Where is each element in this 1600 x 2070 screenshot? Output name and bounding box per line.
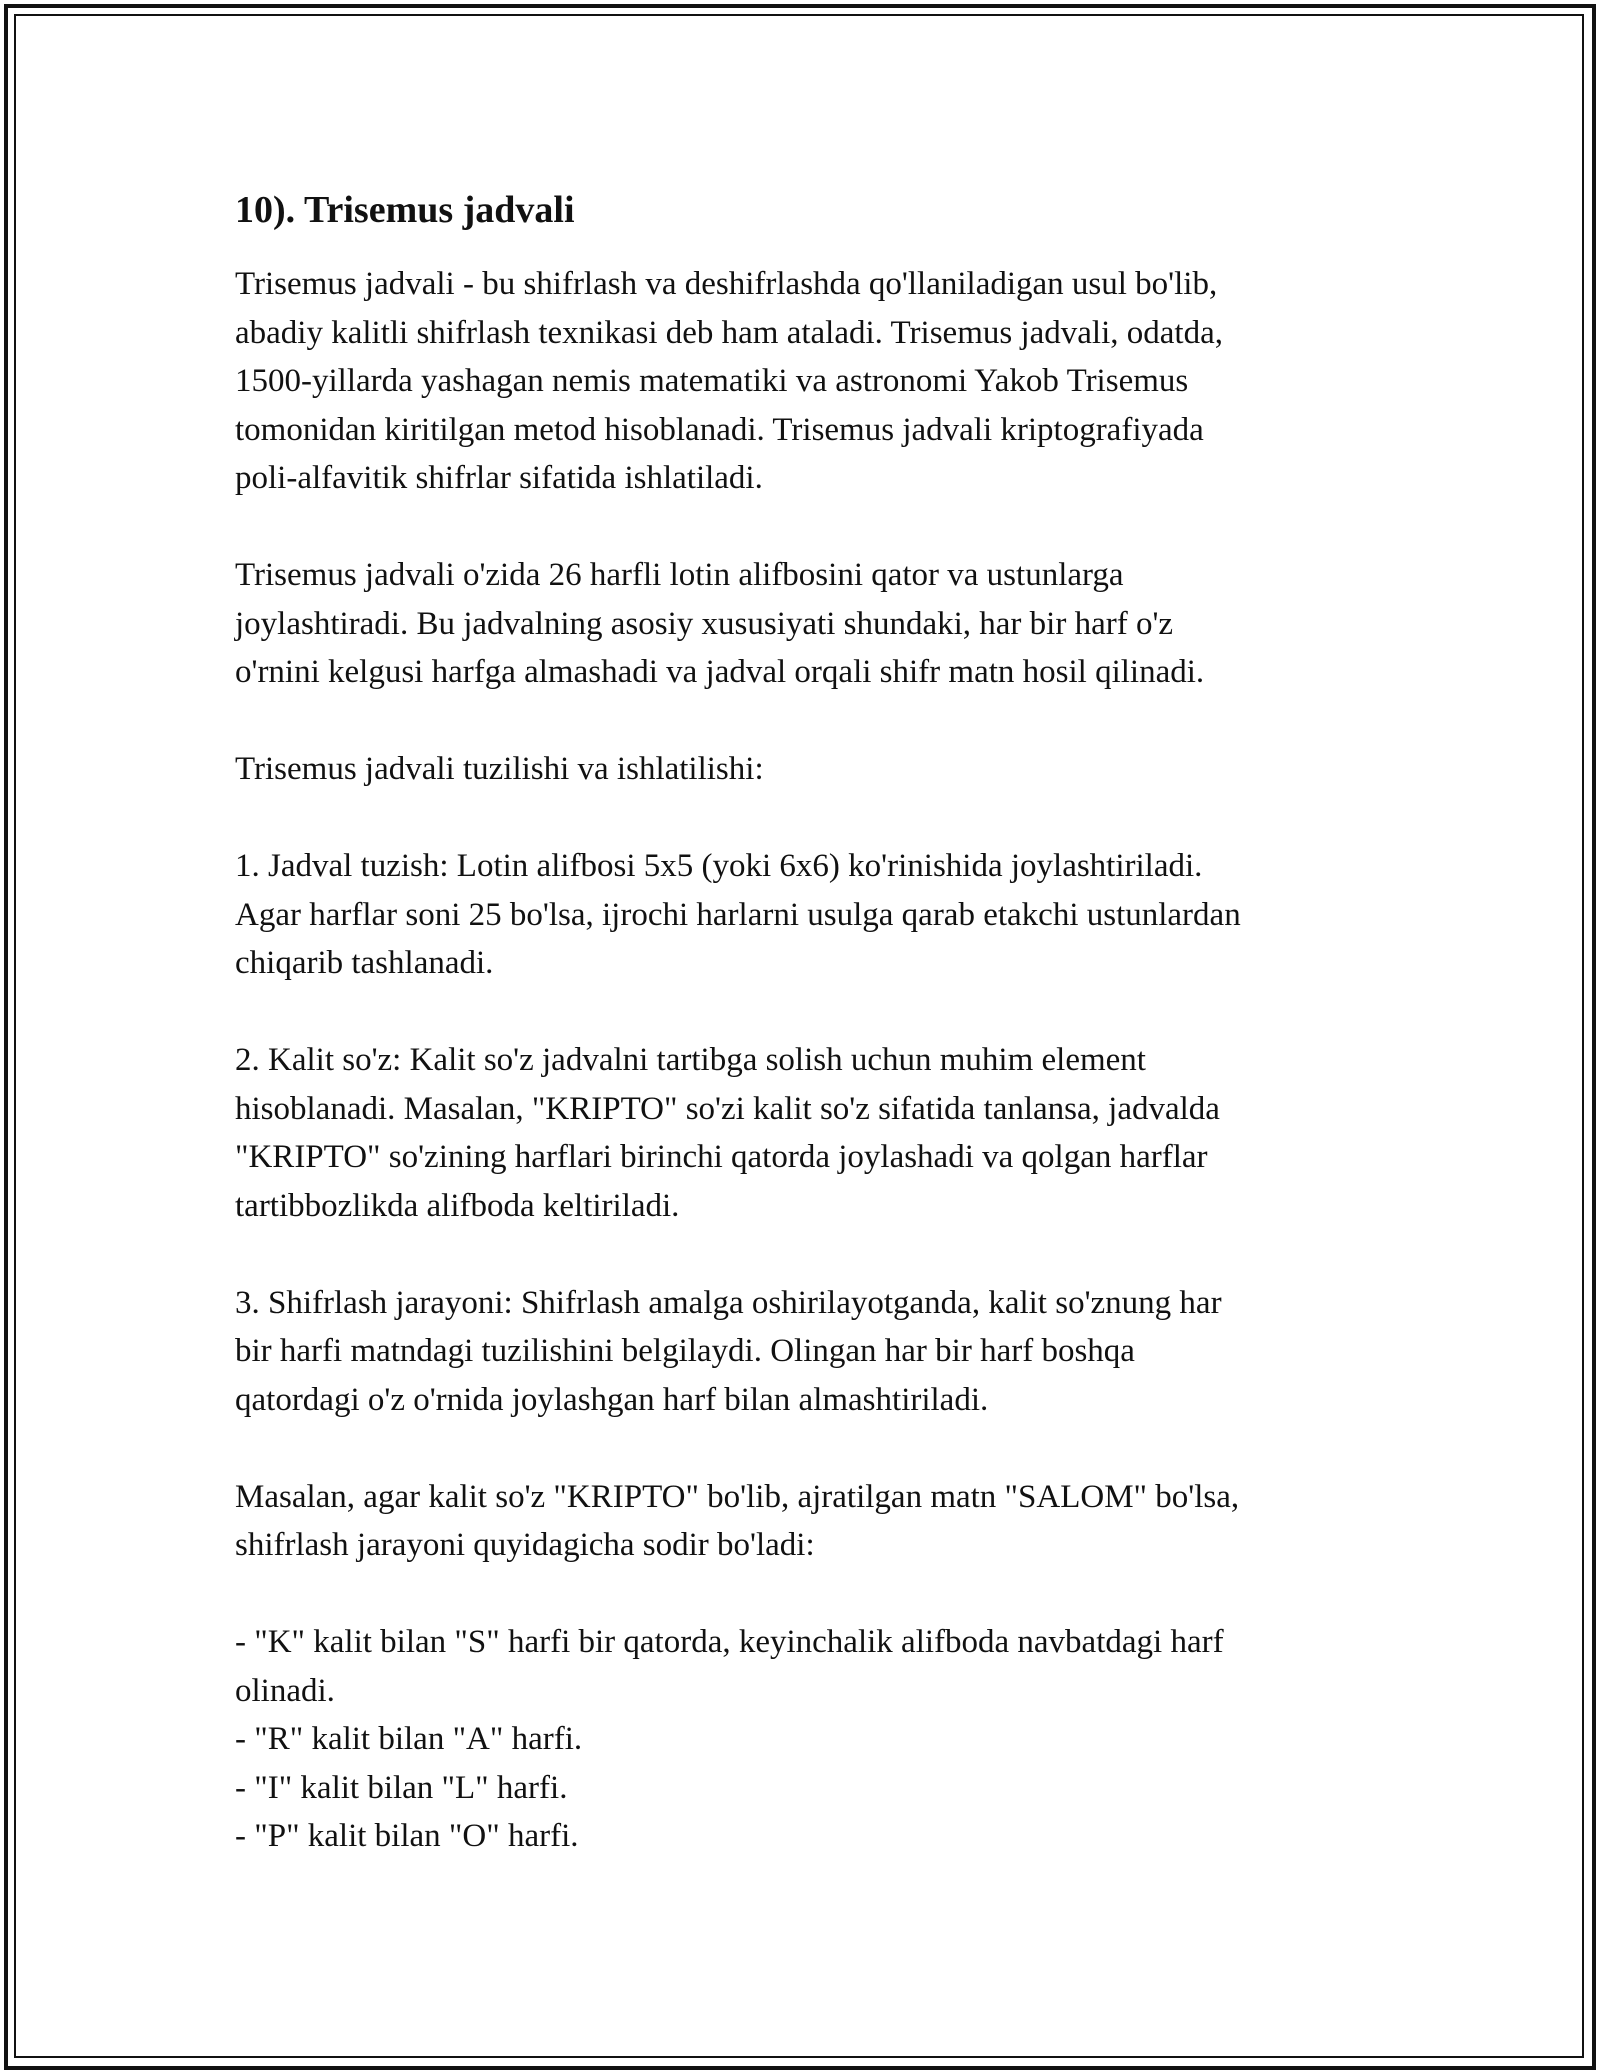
text-line: 1500-yillarda yashagan nemis matematiki va astronomi Yakob Trisemus bbox=[235, 363, 1189, 399]
text-line: Trisemus jadvali - bu shifrlash va deshifrlashda qo'llaniladigan usul bo'lib, bbox=[235, 266, 1218, 302]
paragraph-alphabet bbox=[235, 551, 1375, 697]
paragraph-gap bbox=[235, 1570, 1375, 1619]
text-line: qatordagi o'z o'rnida joylashgan harf bilan almashtiriladi. bbox=[235, 1381, 989, 1418]
text-line: "KRIPTO" so'zining harflari birinchi qatorda joylashadi va qolgan harflar bbox=[235, 1139, 1208, 1175]
paragraph-gap bbox=[235, 1230, 1375, 1279]
text-line: Trisemus jadvali o'zida 26 harfli lotin alifbosini qator va ustunlarga bbox=[235, 557, 1124, 593]
paragraph-gap bbox=[235, 988, 1375, 1037]
paragraph-gap bbox=[235, 1424, 1375, 1473]
text-line: - "R" kalit bilan "A" harfi. bbox=[235, 1721, 583, 1757]
text-line: hisoblanadi. Masalan, "KRIPTO" so'zi kalit so'z sifatida tanlansa, jadvalda bbox=[235, 1090, 1220, 1127]
text-line: abadiy kalitli shifrlash texnikasi deb ham ataladi. Trisemus jadvali, odatda, bbox=[235, 314, 1223, 351]
paragraph-intro bbox=[235, 260, 1375, 503]
text-line: poli-alfavitik shifrlar sifatida ishlatiladi. bbox=[235, 460, 763, 496]
paragraph-gap bbox=[235, 697, 1375, 746]
text-line: - "I" kalit bilan "L" harfi. bbox=[235, 1769, 568, 1806]
text-line: tartibbozlikda alifboda keltiriladi. bbox=[235, 1187, 680, 1224]
text-line: o'rnini kelgusi harfga almashadi va jadval orqali shifr matn hosil qilinadi. bbox=[235, 654, 1205, 690]
text-line: olinadi. bbox=[235, 1672, 335, 1709]
text-line: Trisemus jadvali tuzilishi va ishlatilishi: bbox=[235, 751, 764, 787]
section-heading: 10). Trisemus jadvali bbox=[235, 189, 575, 231]
text-line: joylashtiradi. Bu jadvalning asosiy xususiyati shundaki, har bir harf o'z bbox=[235, 605, 1174, 642]
text-line: tomonidan kiritilgan metod hisoblanadi. Trisemus jadvali kriptografiyada bbox=[235, 411, 1204, 448]
text-line: Masalan, agar kalit so'z "KRIPTO" bo'lib, ajratilgan matn "SALOM" bo'lsa, bbox=[235, 1478, 1240, 1515]
text-line: bir harfi matndagi tuzilishini belgilaydi. Olingan har bir harf boshqa bbox=[235, 1333, 1135, 1369]
paragraph-gap bbox=[235, 503, 1375, 552]
text-line: shifrlash jarayoni quyidagicha sodir bo'ladi: bbox=[235, 1527, 815, 1563]
paragraph-gap bbox=[235, 794, 1375, 843]
text-line: 1. Jadval tuzish: Lotin alifbosi 5x5 (yoki 6x6) ko'rinishida joylashtiriladi. bbox=[235, 848, 1203, 884]
example-steps-list bbox=[235, 1618, 1375, 1861]
list-item-key-word bbox=[235, 1036, 1375, 1230]
text-line: - "K" kalit bilan "S" harfi bir qatorda, keyinchalik alifboda navbatdagi harf bbox=[235, 1624, 1224, 1660]
text-line: Agar harflar soni 25 bo'lsa, ijrochi harlarni usulga qarab etakchi ustunlardan bbox=[235, 896, 1241, 933]
text-line: - "P" kalit bilan "O" harfi. bbox=[235, 1818, 579, 1854]
paragraph-example bbox=[235, 1473, 1375, 1570]
document-body bbox=[235, 186, 1375, 1861]
text-line: 2. Kalit so'z: Kalit so'z jadvalni tartibga solish uchun muhim element bbox=[235, 1042, 1146, 1078]
text-line: 3. Shifrlash jarayoni: Shifrlash amalga oshirilayotganda, kalit so'znung har bbox=[235, 1284, 1222, 1321]
text-line: chiqarib tashlanadi. bbox=[235, 945, 494, 981]
paragraph-structure-title bbox=[235, 745, 1375, 794]
list-item-encryption-process bbox=[235, 1279, 1375, 1425]
list-item-table-build bbox=[235, 842, 1375, 988]
